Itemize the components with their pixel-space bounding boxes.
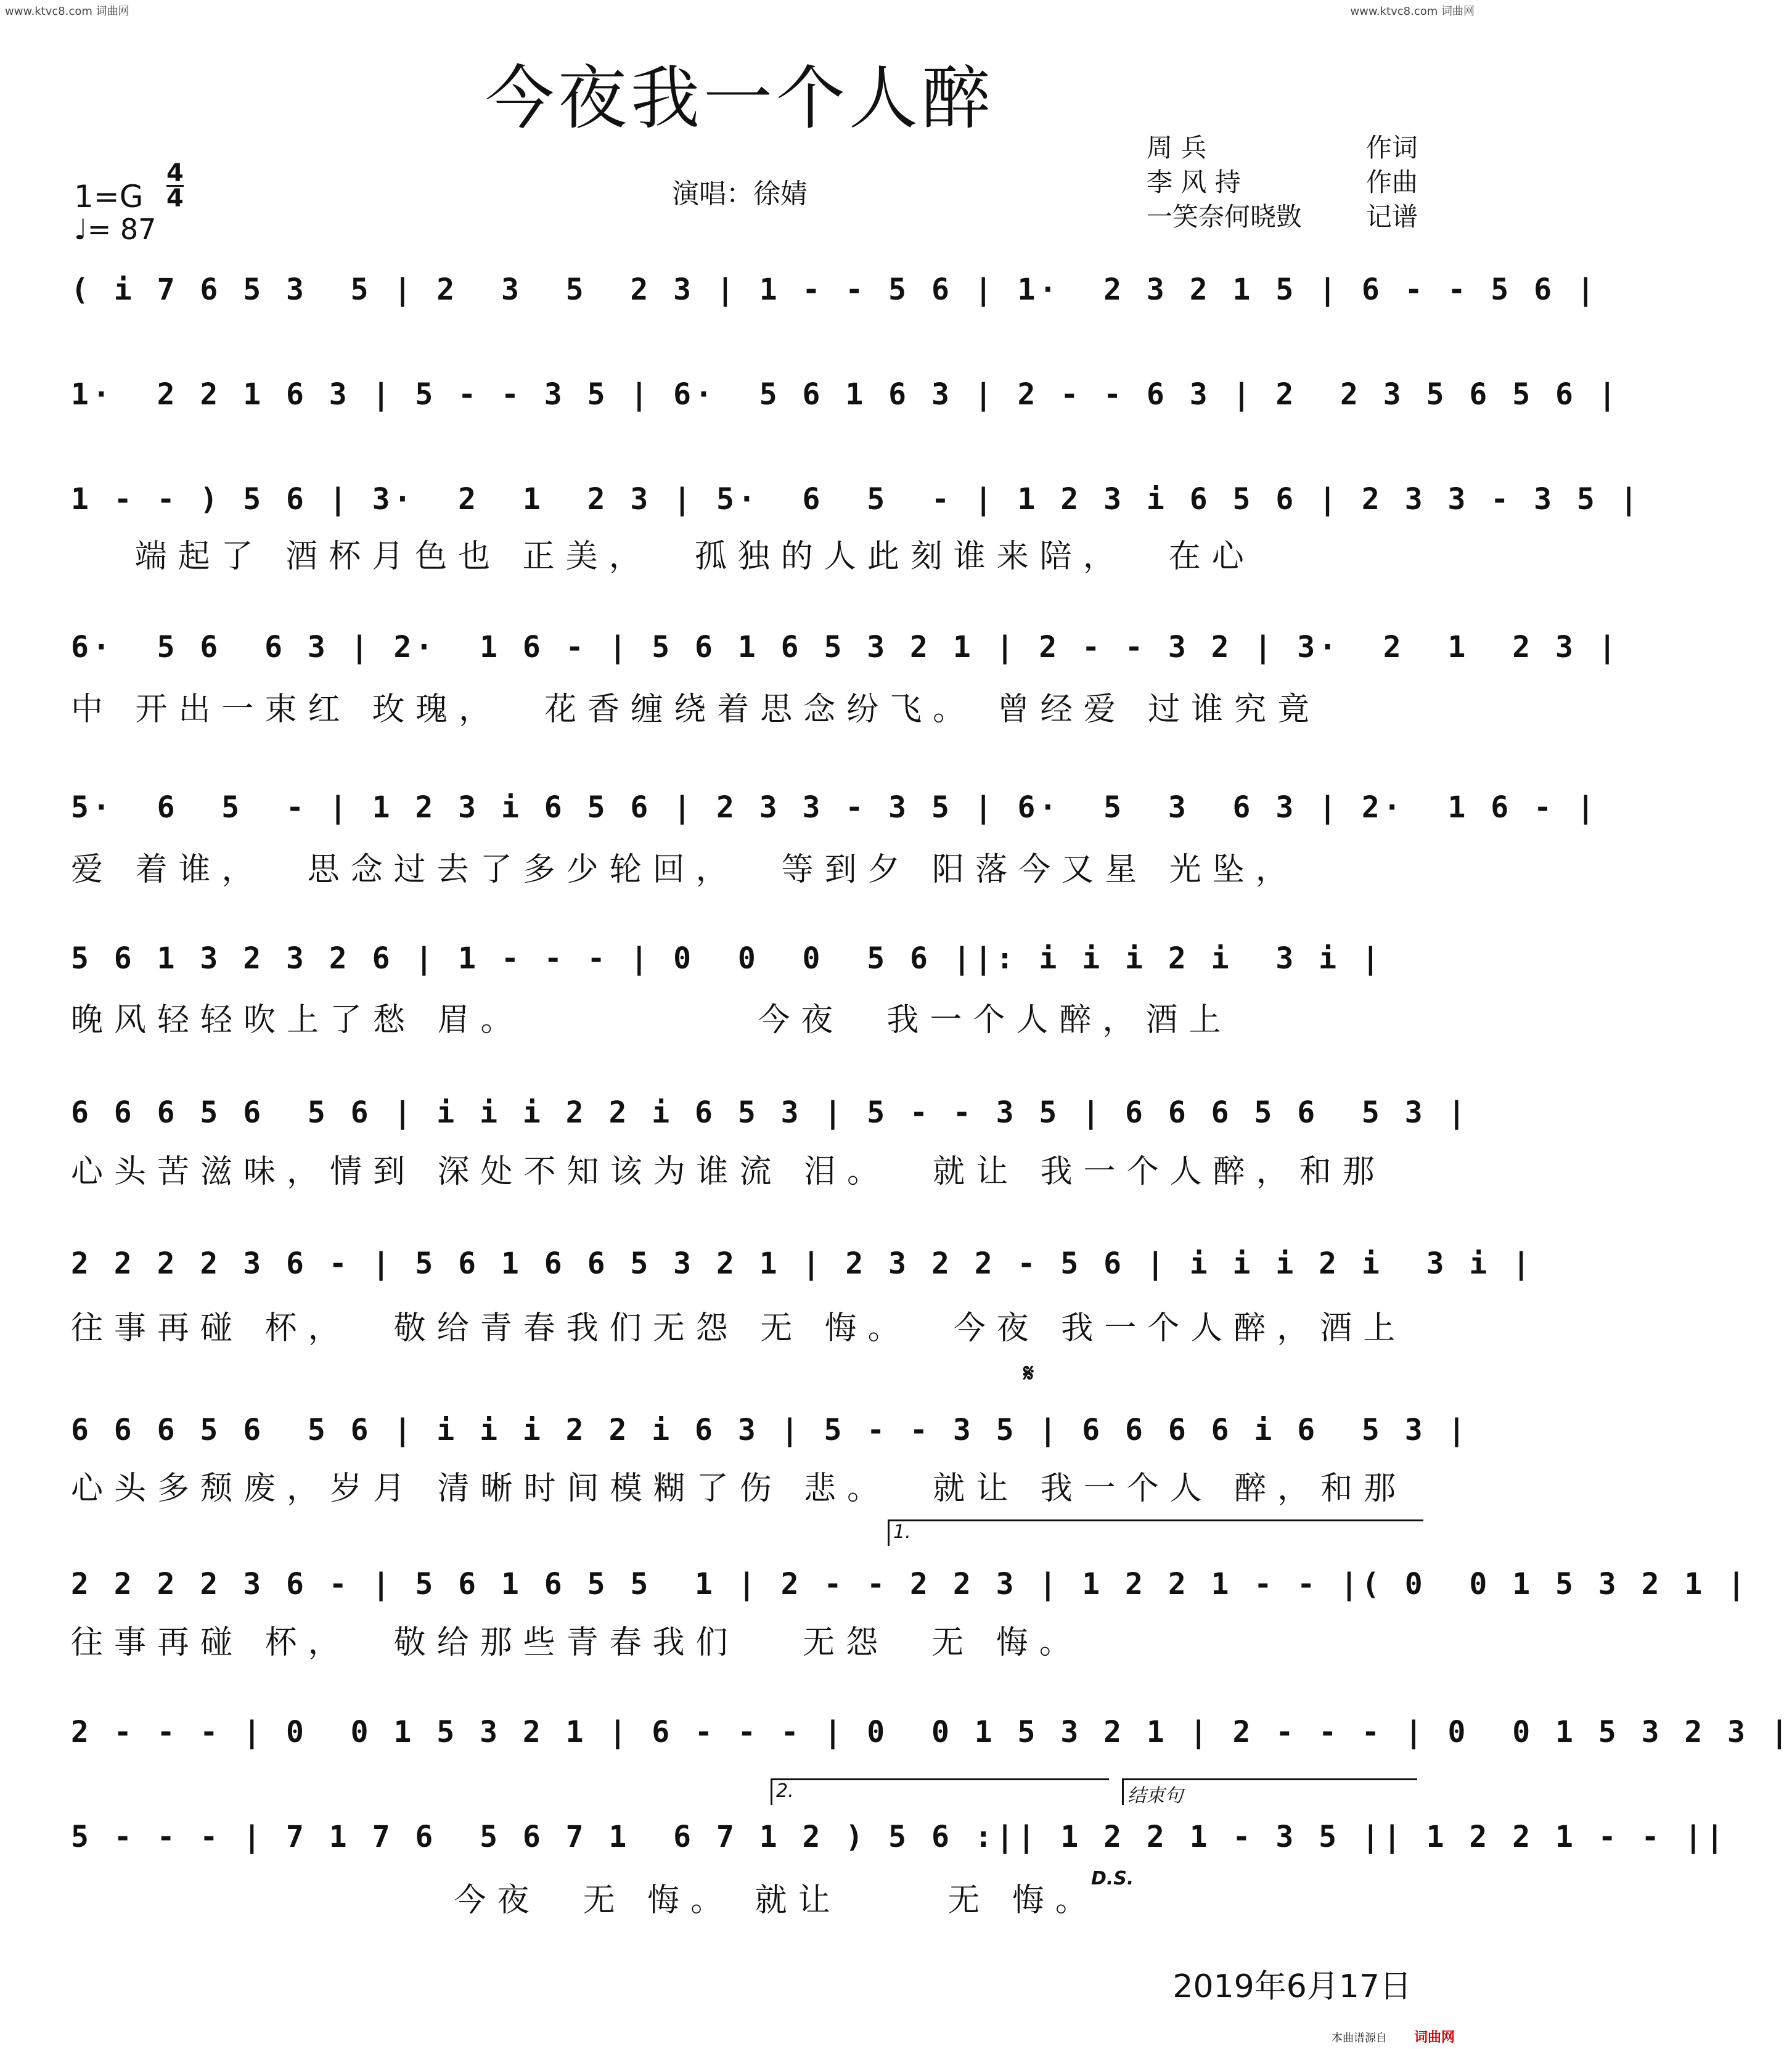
notation-system-1: ( i 7 6 5 3 5 | 2 3 5 2 3 | 1 - - 5 6 | 1· 2 3 2 1 5 | 6 - - 5 6 | <box>71 272 1598 307</box>
notation-system-3: 1 - - ) 5 6 | 3· 2 1 2 3 | 5· 6 5 - | 1 2 3 i 6 5 6 | 2 3 3 - 3 5 | <box>71 482 1642 517</box>
ending-bracket: 结束句 <box>1122 1778 1417 1805</box>
notation-system-8: 2 2 2 2 3 6 - | 5 6 1 6 6 5 3 2 1 | 2 3 2 2 - 5 6 | i i i 2 i 3 i | <box>71 1246 1534 1281</box>
notation-system-11: 2 - - - | 0 0 1 5 3 2 1 | 6 - - - | 0 0 1 5 3 2 1 | 2 - - - | 0 0 1 5 3 2 3 | <box>71 1715 1792 1749</box>
lyrics-system-6: 晚风轻轻吹上了愁 眉。 今夜 我一个人醉，酒上 <box>71 1002 1232 1039</box>
notation-system-2: 1· 2 2 1 6 3 | 5 - - 3 5 | 6· 5 6 1 6 3 | 2 - - 6 3 | 2 2 3 5 6 5 6 | <box>71 377 1620 412</box>
segno-sign: 𝄋 <box>1023 1359 1034 1388</box>
credits-block <box>1147 131 1418 234</box>
notation-system-7: 6 6 6 5 6 5 6 | i i i 2 2 i 6 5 3 | 5 - - 3 5 | 6 6 6 5 6 5 3 | <box>71 1095 1470 1130</box>
key-signature: 1=G <box>74 179 144 215</box>
volta-1-bracket: 1. <box>888 1519 1423 1546</box>
lyrics-system-10: 往事再碰 杯， 敬给那些青春我们 无怨 无 悔。 <box>71 1624 1082 1661</box>
lyrics-system-3: 端起了 酒杯月色也 正美， 孤独的人此刻谁来陪， 在心 <box>71 538 1255 575</box>
time-sig-top: 4 <box>166 159 184 187</box>
volta-2-bracket: 2. <box>771 1778 1109 1805</box>
song-title: 今夜我一个人醉 <box>485 59 994 139</box>
lyrics-system-9: 心头多颓废，岁月 清晰时间模糊了伤 悲。 就让 我一个人 醉，和那 <box>71 1470 1407 1507</box>
transcription-date: 2019年6月17日 <box>1172 1968 1412 2005</box>
time-signature <box>166 159 184 213</box>
credit-composer: 李 风 持 作曲 <box>1147 167 1418 197</box>
notation-system-4: 6· 5 6 6 3 | 2· 1 6 - | 5 6 1 6 5 3 2 1 | 2 - - 3 2 | 3· 2 1 2 3 | <box>71 630 1620 665</box>
credit-lyricist: 周 兵 作词 <box>1147 133 1418 163</box>
tempo-marking: ♩= 87 <box>74 213 157 246</box>
notation-system-10: 2 2 2 2 3 6 - | 5 6 1 6 5 5 1 | 2 - - 2 2 3 | 1 2 2 1 - - |( 0 0 1 5 3 2 1 | <box>71 1567 1749 1601</box>
lyrics-system-5: 爱 着谁， 思念过去了多少轮回， 等到夕 阳落今又星 光坠， <box>71 851 1299 888</box>
notation-system-9: 6 6 6 5 6 5 6 | i i i 2 2 i 6 3 | 5 - - 3 5 | 6 6 6 6 i 6 5 3 | <box>71 1413 1470 1447</box>
credit-transcriber: 一笑奈何晓敳 记谱 <box>1147 202 1418 232</box>
notation-system-12: 5 - - - | 7 1 7 6 5 6 7 1 6 7 1 2 ) 5 6 :|| 1 2 2 1 - 3 5 || 1 2 2 1 - - || <box>71 1820 1728 1854</box>
lyrics-system-4: 中 开出一束红 玫瑰， 花香缠绕着思念纷飞。 曾经爱 过谁究竟 <box>71 691 1321 728</box>
singer-credit: 演唱：徐婧 <box>672 178 808 210</box>
notation-system-5: 5· 6 5 - | 1 2 3 i 6 5 6 | 2 3 3 - 3 5 | 6· 5 3 6 3 | 2· 1 6 - | <box>71 790 1598 825</box>
lyrics-system-12: 今夜 无 悔。 就让 无 悔。 <box>71 1882 1099 1919</box>
time-sig-bottom: 4 <box>166 184 184 213</box>
footer-logo: 词曲网 <box>1414 2030 1455 2045</box>
watermark-right: www.ktvc8.com 词曲网 <box>1350 5 1475 18</box>
watermark-left: www.ktvc8.com 词曲网 <box>5 5 129 18</box>
notation-system-6: 5 6 1 3 2 3 2 6 | 1 - - - | 0 0 0 5 6 ||: i i i 2 i 3 i | <box>71 941 1383 976</box>
footer-source-text: 本曲谱源自 <box>1332 2032 1387 2045</box>
ds-marking: D.S. <box>1091 1868 1134 1889</box>
lyrics-system-8: 往事再碰 杯， 敬给青春我们无怨 无 悔。 今夜 我一个人醉，酒上 <box>71 1310 1407 1347</box>
lyrics-system-7: 心头苦滋味，情到 深处不知该为谁流 泪。 就让 我一个人醉，和那 <box>71 1153 1386 1190</box>
